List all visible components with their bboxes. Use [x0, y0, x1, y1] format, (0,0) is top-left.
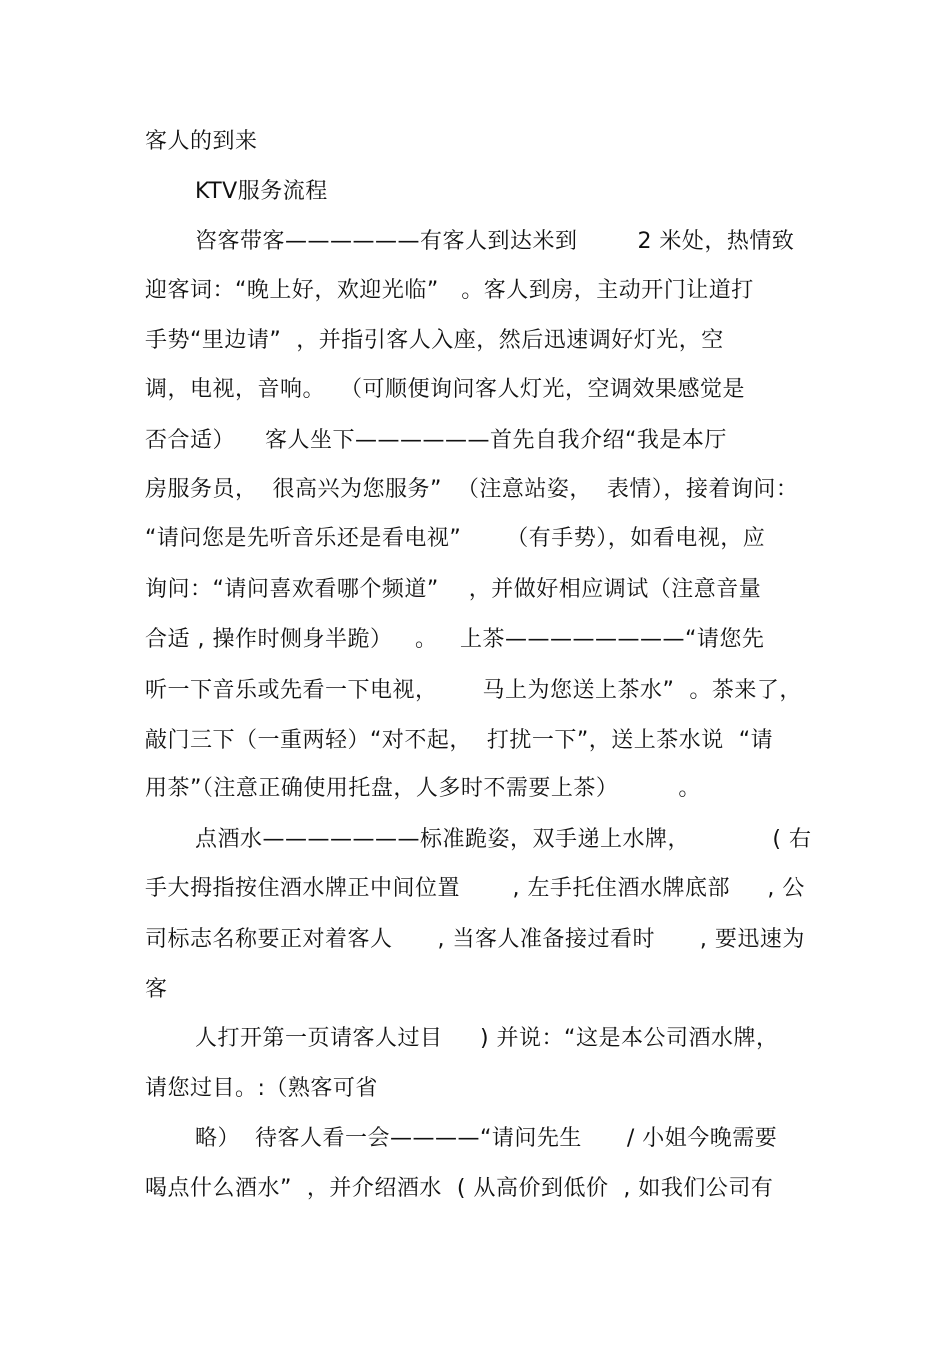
- doc-line-subtitle: KTV服务流程: [195, 179, 328, 204]
- doc-line: 点酒水———————标准跪姿，双手递上水牌， ( 右: [195, 827, 812, 852]
- doc-line: 合适 , 操作时侧身半跪） 。 上茶————————“请您先: [145, 627, 765, 652]
- doc-line: 咨客带客——————有客人到达米到 2 米处，热情致: [195, 229, 795, 254]
- doc-line: 客: [145, 977, 168, 1002]
- doc-line-title: 客人的到来: [145, 129, 258, 154]
- doc-line: 略） 待客人看一会————“请问先生 / 小姐今晚需要: [195, 1126, 778, 1151]
- doc-line: 请您过目。:（熟客可省: [145, 1076, 378, 1101]
- doc-line: 手大拇指按住酒水牌正中间位置 , 左手托住酒水牌底部 , 公: [145, 876, 805, 901]
- doc-line: 询问：“请问喜欢看哪个频道” ，并做好相应调试（注意音量: [145, 577, 762, 602]
- doc-line: 司标志名称要正对着客人 , 当客人准备接过看时 , 要迅速为: [145, 927, 805, 952]
- doc-line: 喝点什么酒水” ，并介绍酒水 ( 从高价到低价 , 如我们公司有: [145, 1176, 774, 1201]
- doc-line: “请问您是先听音乐还是看电视” （有手势），如看电视，应: [145, 526, 766, 551]
- doc-line: 迎客词：“晚上好，欢迎光临” 。客人到房，主动开门让道打: [145, 278, 754, 303]
- doc-line: 用茶”（注意正确使用托盘，人多时不需要上茶） 。: [145, 776, 701, 801]
- doc-line: 否合适） 客人坐下——————首先自我介绍“我是本厅: [145, 428, 727, 453]
- doc-line: 手势“里边请” ，并指引客人入座，然后迅速调好灯光，空: [145, 328, 724, 353]
- doc-line: 敲门三下（一重两轻）“对不起， 打扰一下”，送上茶水说 “请: [145, 728, 774, 753]
- doc-line: 听一下音乐或先看一下电视， 马上为您送上茶水” 。茶来了，: [145, 678, 802, 703]
- doc-line: 房服务员， 很高兴为您服务” （注意站姿， 表情），接着询问：: [145, 477, 799, 502]
- doc-line: 调，电视，音响。 （可顺便询问客人灯光，空调效果感觉是: [145, 377, 745, 402]
- doc-line: 人打开第一页请客人过目 ) 并说：“这是本公司酒水牌，: [195, 1026, 779, 1051]
